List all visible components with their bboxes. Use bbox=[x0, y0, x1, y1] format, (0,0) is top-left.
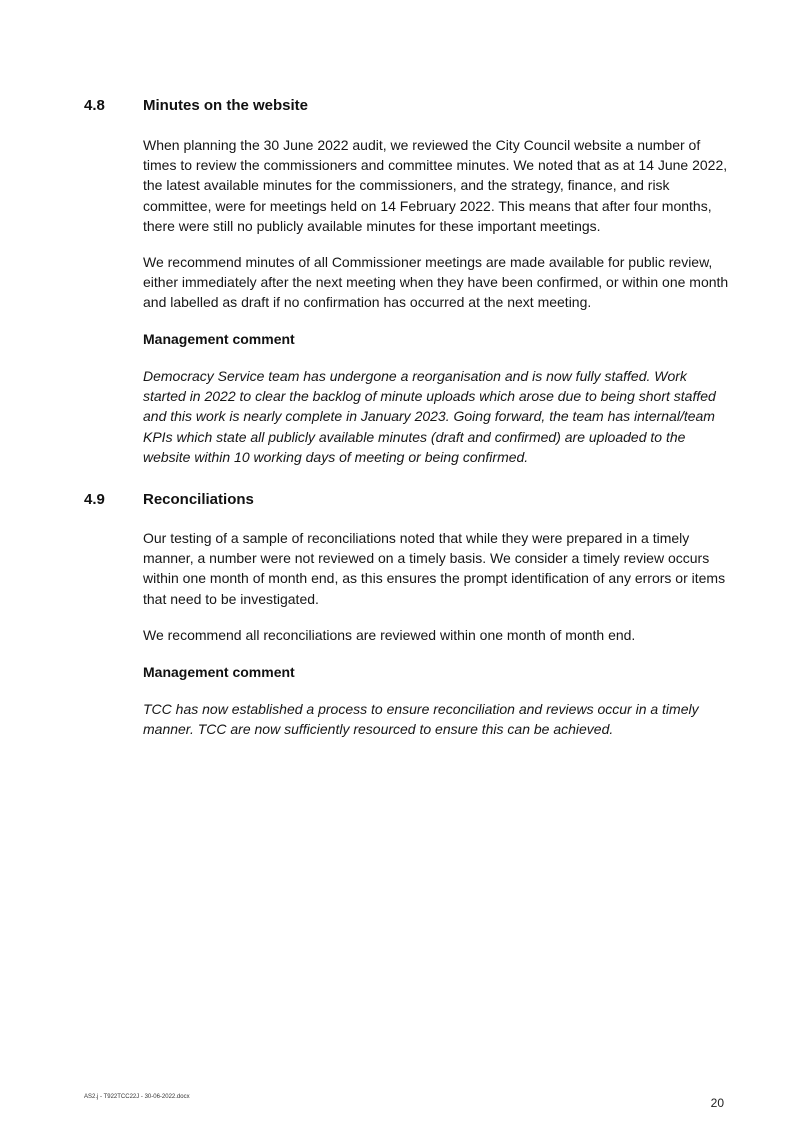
management-comment-label: Management comment bbox=[143, 331, 295, 347]
section-number: 4.9 bbox=[84, 491, 105, 508]
section-title: Reconciliations bbox=[143, 491, 254, 508]
page-number: 20 bbox=[710, 1096, 724, 1110]
section-title: Minutes on the website bbox=[143, 97, 309, 114]
section-paragraph: We recommend all reconciliations are reviewed within one month of month end. bbox=[143, 627, 636, 643]
section-paragraph: When planning the 30 June 2022 audit, we reviewed the City Council website a number of times to review the commissioners and committee minutes. We noted that as at 14 June 2022, the latest available minutes for the commissioners, and the strategy, finance, and risk committee, were for meetings held on 14 February 2022. This means that after four months, there were still no publicly available minutes for these important meetings. bbox=[143, 137, 728, 234]
section-heading-4-9 bbox=[84, 490, 254, 510]
section-paragraph: Our testing of a sample of reconciliations noted that while they were prepared in a timely manner, a number were not reviewed on a timely basis. We consider a timely review occurs within one month of month end, as this ensures the prompt identification of any errors or items that need to be investigated. bbox=[143, 530, 726, 607]
section-heading-4-8 bbox=[84, 96, 308, 116]
management-comment-text: Democracy Service team has undergone a reorganisation and is now fully staffed. Work started in 2022 to clear the backlog of minute uploads which arose due to being short staffed and this work is nearly complete in January 2023. Going forward, the team has internal/team KPIs which state all publicly available minutes (draft and confirmed) are uploaded to the website within 10 working days of meeting or being confirmed. bbox=[143, 368, 716, 465]
section-number: 4.8 bbox=[84, 97, 105, 114]
management-comment-label: Management comment bbox=[143, 664, 295, 680]
footer-document-reference: AS2.j - T922TCC22J - 30-06-2022.docx bbox=[84, 1094, 190, 1100]
management-comment-text: TCC has now established a process to ensure reconciliation and reviews occur in a timely manner. TCC are now sufficiently resourced to ensure this can be achieved. bbox=[143, 701, 699, 738]
section-paragraph: We recommend minutes of all Commissioner meetings are made available for public review, either immediately after the next meeting when they have been confirmed, or within one month and labelled as draft if no confirmation has occurred at the next meeting. bbox=[143, 254, 729, 311]
